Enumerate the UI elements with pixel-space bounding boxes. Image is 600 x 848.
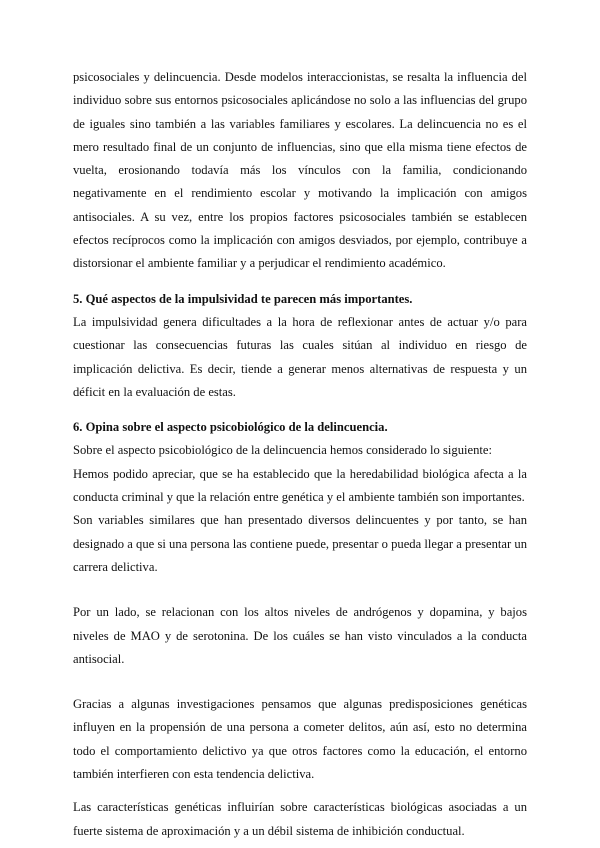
paragraph-psychobiological-intro: Sobre el aspecto psicobiológico de la delincuencia hemos considerado lo siguiente: [73,443,492,458]
paragraph-genetic-predispositions: Gracias a algunas investigaciones pensamos que algunas predisposiciones genéticas influyen en la propensión de una persona a cometer delitos, aún así, esto no determina todo el comportamiento delictivo ya que otros factores como la educación, el entorno también interfieren con esta tendencia delictiva. [73,697,527,782]
paragraph-genetic-characteristics: Las características genéticas influirían sobre características biológicas asociadas a un fuerte sistema de aproximación y a un débil sistema de inhibición conductual. [73,800,527,838]
paragraph-androgens: Por un lado, se relacionan con los altos niveles de andrógenos y dopamina, y bajos niveles de MAO y de serotonina. De los cuáles se han visto vinculados a la conducta antisocial. [73,605,527,666]
paragraph-psychosocial: psicosociales y delincuencia. Desde modelos interaccionistas, se resalta la influencia del individuo sobre sus entornos psicosociales aplicándose no solo a las influencias del grupo de iguales sino también a las variables familiares y escolares. La delincuencia no es el mero resultado final de un conjunto de influencias, sino que ella misma tiene efectos de vuelta, erosionando todavía más los vínculos con la familia, condicionando negativamente en el rendimiento escolar y motivando la implicación con amigos antisociales. A su vez, entre los propios factores psicosociales también se establecen efectos recíprocos como la implicación con amigos desviados, por ejemplo, contribuye a distorsionar el ambiente familiar y a perjudicar el rendimiento académico. [73,70,527,271]
paragraph-impulsivity: La impulsividad genera dificultades a la hora de reflexionar antes de actuar y/o para cuestionar las consecuencias futuras las cuales sitúan al individuo en riesgo de implicación delictiva. Es decir, tiende a generar menos alternativas de respuesta y un déficit en la evaluación de estas. [73,314,527,399]
heading-question-5: 5. Qué aspectos de la impulsividad te parecen más importantes. [73,291,413,306]
paragraph-heritability: Hemos podido apreciar, que se ha establecido que la heredabilidad biológica afecta a la conducta criminal y que la relación entre genética y el ambiente también son importantes. [73,466,527,505]
heading-question-6: 6. Opina sobre el aspecto psicobiológico de la delincuencia. [73,420,388,435]
paragraph-variables: Son variables similares que han presentado diversos delincuentes y por tanto, se han designado a que si una persona las contiene puede, presentar o pueda llegar a presentar un carrera delictiva. [73,513,527,574]
